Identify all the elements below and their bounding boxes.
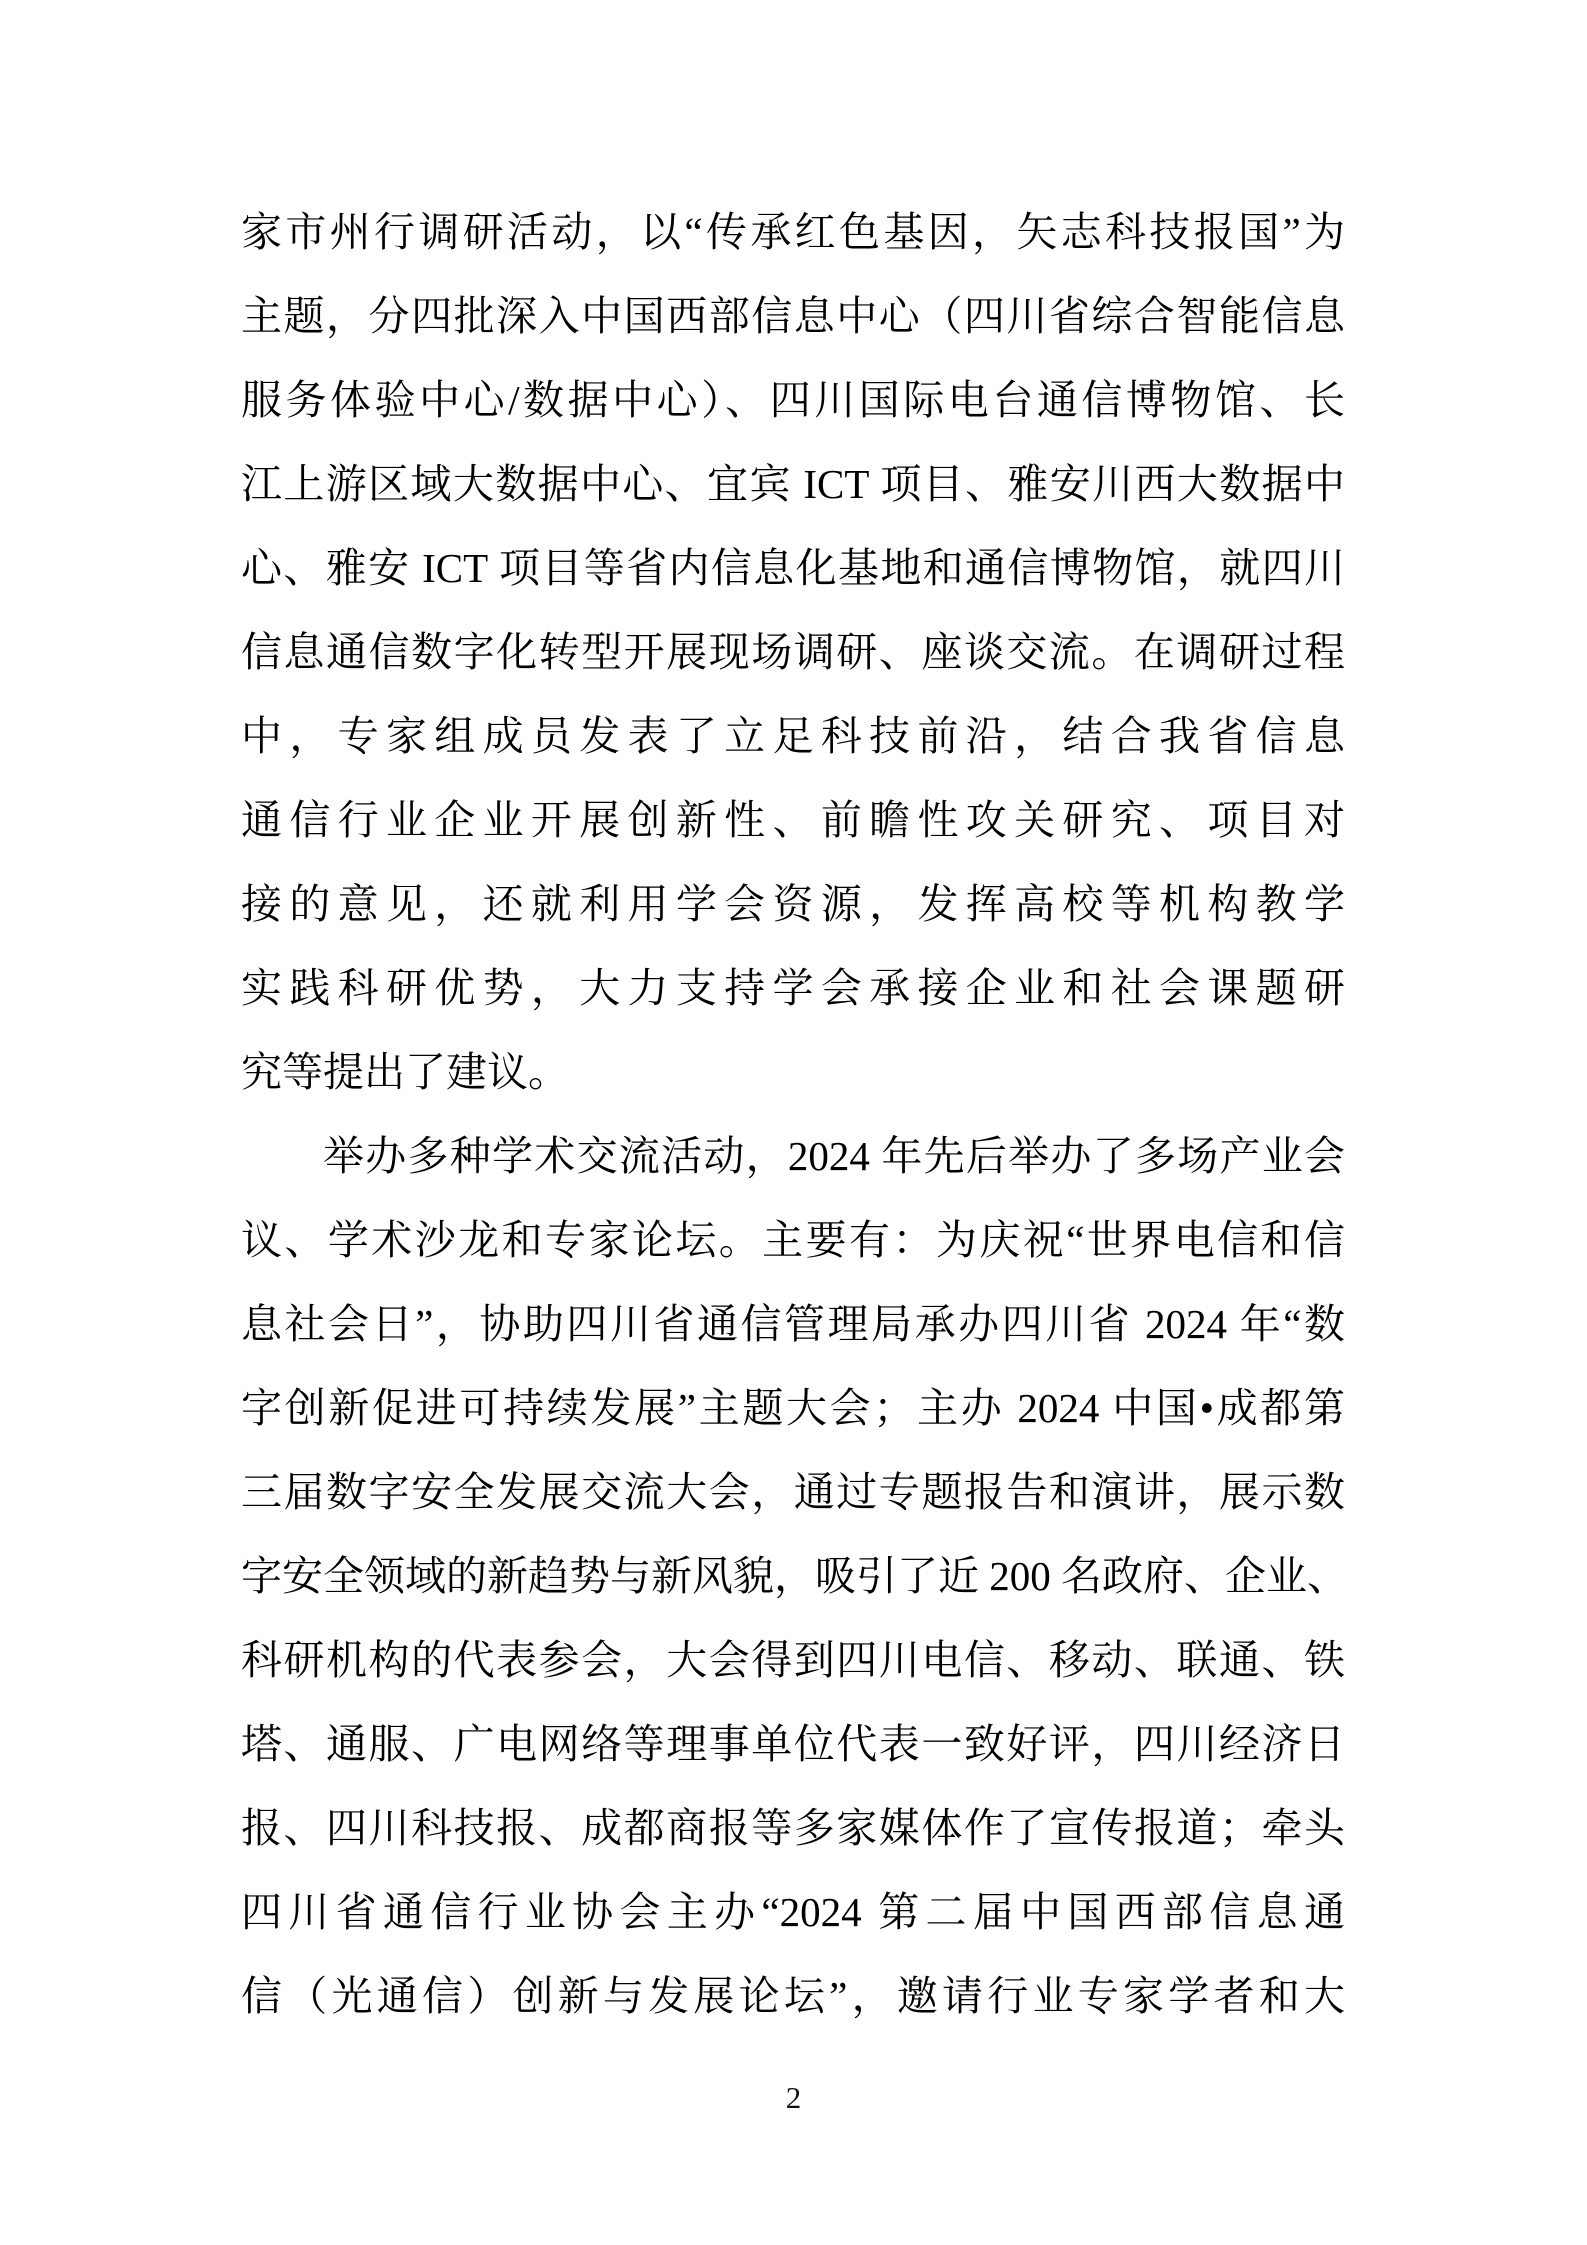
text-line: 塔、通服、广电网络等理事单位代表一致好评，四川经济日 [241,1721,1345,1767]
text-line: 接的意见，还就利用学会资源，发挥高校等机构教学 [241,881,1345,927]
text-line: 通信行业企业开展创新性、前瞻性攻关研究、项目对 [241,797,1345,843]
text-line: 字安全领域的新趋势与新风貌，吸引了近 200 名政府、企业、 [241,1553,1348,1599]
text-line: 江上游区域大数据中心、宜宾 ICT 项目、雅安川西大数据中 [241,461,1345,507]
text-line: 议、学术沙龙和专家论坛。主要有：为庆祝“世界电信和信 [241,1217,1345,1263]
text-line: 心、雅安 ICT 项目等省内信息化基地和通信博物馆，就四川 [241,545,1345,591]
text-line: 四川省通信行业协会主办“2024 第二届中国西部信息通 [241,1889,1345,1935]
page-footer [0,2078,1587,2118]
page-number: 2 [785,2080,802,2115]
text-line: 主题，分四批深入中国西部信息中心（四川省综合智能信息 [241,293,1345,339]
text-line: 服务体验中心/数据中心）、四川国际电台通信博物馆、长 [241,377,1345,423]
text-line: 信息通信数字化转型开展现场调研、座谈交流。在调研过程 [241,629,1345,675]
text-line: 中，专家组成员发表了立足科技前沿，结合我省信息 [241,713,1345,759]
text-line: 科研机构的代表参会，大会得到四川电信、移动、联通、铁 [241,1637,1345,1683]
text-line: 字创新促进可持续发展”主题大会；主办 2024 中国•成都第 [241,1385,1345,1431]
text-line: 报、四川科技报、成都商报等多家媒体作了宣传报道；牵头 [241,1805,1345,1851]
text-line: 实践科研优势，大力支持学会承接企业和社会课题研 [241,965,1345,1011]
document-body [241,190,1348,2038]
text-line: 三届数字安全发展交流大会，通过专题报告和演讲，展示数 [241,1469,1345,1515]
text-line: 究等提出了建议。 [241,1049,569,1095]
text-line: 家市州行调研活动，以“传承红色基因，矢志科技报国”为 [241,209,1345,255]
text-line: 息社会日”，协助四川省通信管理局承办四川省 2024 年“数 [241,1301,1345,1347]
text-line: 举办多种学术交流活动，2024 年先后举办了多场产业会 [323,1133,1345,1179]
text-line: 信（光通信）创新与发展论坛”，邀请行业专家学者和大 [241,1973,1345,2019]
